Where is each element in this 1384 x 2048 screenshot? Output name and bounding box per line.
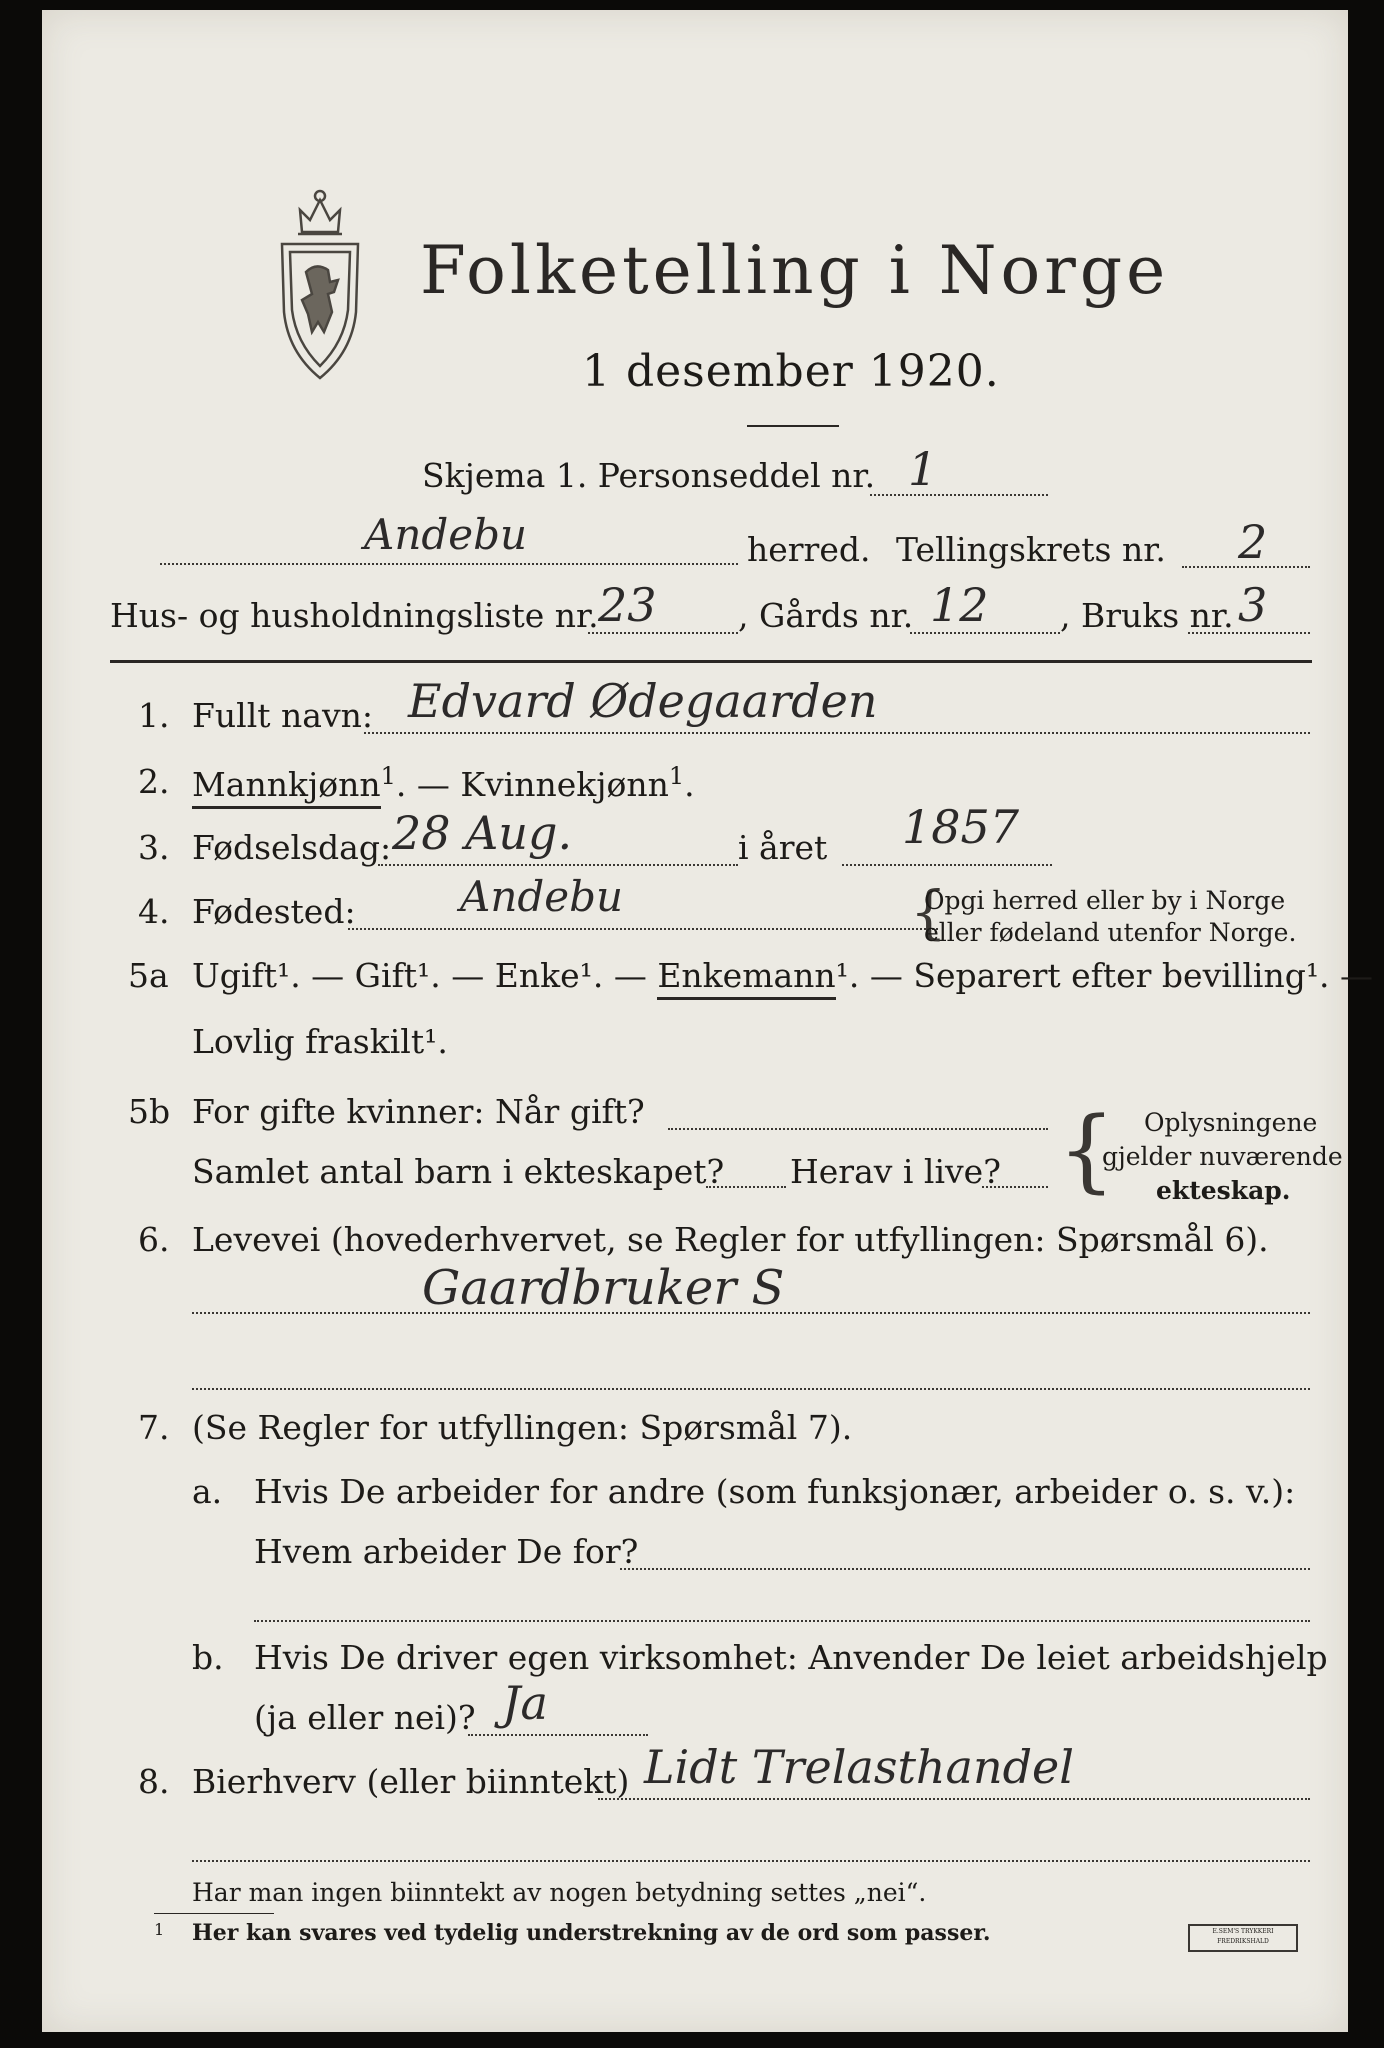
q2-options — [192, 762, 695, 804]
q5b-note-line2: gjelder nuværende — [1102, 1142, 1343, 1171]
q7-label: (Se Regler for utfyllingen: Spørsmål 7). — [192, 1408, 853, 1447]
q5b-alive-field-line — [982, 1186, 1048, 1188]
q3-number: 3. — [138, 828, 170, 867]
herred-field-line — [160, 563, 738, 565]
q1-number: 1. — [138, 696, 170, 735]
q6-field-line-2 — [192, 1388, 1310, 1390]
q2-number: 2. — [138, 762, 170, 801]
bruks-field-line — [1188, 632, 1310, 634]
gards-label: , Gårds nr. — [738, 596, 914, 635]
q7a-field-line-2 — [254, 1620, 1310, 1622]
q7a-line1: Hvis De arbeider for andre (som funksjonær, arbeider o. s. v.): — [254, 1472, 1296, 1511]
q5b-note-brace: { — [1058, 1098, 1116, 1203]
gards-field-line — [910, 632, 1060, 634]
q1-field-line — [364, 732, 1310, 734]
q7a-line2: Hvem arbeider De for? — [254, 1532, 639, 1571]
q7a-number: a. — [192, 1472, 223, 1511]
q1-label: Fullt navn: — [192, 696, 373, 735]
q7a-field-line-1 — [620, 1568, 1310, 1570]
herred-value: Andebu — [364, 510, 528, 559]
q3-date-field-line — [378, 864, 738, 866]
q3-year-field-line — [842, 864, 1052, 866]
gards-value: 12 — [930, 578, 989, 632]
tellingskrets-value: 2 — [1238, 515, 1268, 569]
q5b-line1: For gifte kvinner: Når gift? — [192, 1092, 645, 1131]
personseddel-value: 1 — [908, 442, 938, 496]
q5a-line2: Lovlig fraskilt¹. — [192, 1022, 448, 1061]
q7-number: 7. — [138, 1408, 170, 1447]
q6-number: 6. — [138, 1220, 170, 1259]
q5a-options — [192, 956, 1373, 995]
enkemann-option: Enkemann — [657, 956, 835, 1000]
q8-label: Bierhverv (eller biinntekt) — [192, 1762, 630, 1801]
footer-note: Har man ingen biinntekt av nogen betydning settes „nei“. — [192, 1878, 927, 1907]
footnote-text: Her kan svares ved tydelig understrekning av de ord som passer. — [192, 1920, 991, 1946]
printer-stamp-text: E.SEM'S TRYKKERI FREDRIKSHALD — [1212, 1928, 1274, 1945]
header-divider — [110, 660, 1312, 663]
q4-number: 4. — [138, 892, 170, 931]
q5b-alive-label: Herav i live? — [790, 1152, 1001, 1191]
q5a-options-post: ¹. — Separert efter bevilling¹. — — [835, 956, 1374, 995]
form-title: Folketelling i Norge — [420, 232, 1170, 309]
q8-field-line-2 — [192, 1860, 1310, 1862]
q3-label: Fødselsdag: — [192, 828, 392, 867]
q7b-field-line — [468, 1734, 648, 1736]
q1-value: Edvard Ødegaarden — [408, 674, 878, 728]
q6-value: Gaardbruker S — [422, 1260, 785, 1316]
q8-number: 8. — [138, 1762, 170, 1801]
q7b-line2: (ja eller nei)? — [254, 1698, 476, 1737]
q2-male-period: . — [395, 765, 407, 804]
q4-note-brace: { — [910, 878, 947, 946]
printer-stamp — [1188, 1924, 1298, 1952]
herred-label: herred. — [747, 530, 871, 569]
q8-field-line-1 — [598, 1798, 1310, 1800]
q5b-children-field-line — [706, 1186, 786, 1188]
q5b-note-line3: ekteskap. — [1156, 1176, 1291, 1205]
schema-label: Skjema 1. Personseddel nr. — [422, 456, 876, 495]
coat-of-arms-emblem — [272, 182, 368, 382]
q6-label: Levevei (hovederhvervet, se Regler for utfyllingen: Spørsmål 6). — [192, 1220, 1269, 1259]
census-form-sheet — [42, 10, 1374, 2032]
q2-female-footnote: 1 — [668, 762, 685, 790]
hus-field-line — [588, 632, 738, 634]
hus-label: Hus- og husholdningsliste nr. — [110, 596, 599, 635]
bruks-value: 3 — [1238, 578, 1268, 632]
q7b-line1: Hvis De driver egen virksomhet: Anvender De leiet arbeidshjelp — [254, 1638, 1328, 1677]
census-date: 1 desember 1920. — [582, 346, 1000, 397]
q6-field-line-1 — [192, 1312, 1310, 1314]
q5b-children-label: Samlet antal barn i ekteskapet? — [192, 1152, 725, 1191]
personseddel-field-line — [870, 494, 1048, 496]
q3-year-label: i året — [738, 828, 828, 867]
q4-label: Fødested: — [192, 892, 356, 931]
footnote-mark: 1 — [154, 1920, 165, 1939]
q7b-number: b. — [192, 1638, 224, 1677]
q7b-value: Ja — [502, 1676, 548, 1730]
q8-value: Lidt Trelasthandel — [644, 1740, 1074, 1794]
q3-birthday-value: 28 Aug. — [392, 806, 573, 860]
q2-separator: — — [416, 765, 450, 804]
q5b-number: 5b — [128, 1092, 171, 1131]
title-divider — [747, 425, 839, 427]
q5b-married-field-line — [668, 1128, 1048, 1130]
q3-year-value: 1857 — [902, 800, 1020, 854]
q4-note-line2: eller fødeland utenfor Norge. — [924, 918, 1297, 947]
q4-birthplace-value: Andebu — [460, 872, 624, 921]
kvinnekjonn-option: Kvinnekjønn — [460, 765, 669, 804]
q4-note-line1: Opgi herred eller by i Norge — [924, 886, 1286, 915]
mannkjonn-option: Mannkjønn — [192, 765, 381, 809]
footnote-divider — [154, 1913, 274, 1914]
q5b-note-line1: Oplysningene — [1144, 1108, 1318, 1137]
tellingskrets-label: Tellingskrets nr. — [896, 530, 1166, 569]
q5a-options-pre: Ugift¹. — Gift¹. — Enke¹. — — [192, 956, 658, 995]
q5a-number: 5a — [128, 956, 169, 995]
q4-field-line — [348, 928, 938, 930]
q2-male-footnote: 1 — [380, 762, 396, 790]
q2-female-period: . — [684, 765, 695, 804]
bruks-label: , Bruks nr. — [1060, 596, 1234, 635]
hus-value: 23 — [598, 578, 657, 632]
